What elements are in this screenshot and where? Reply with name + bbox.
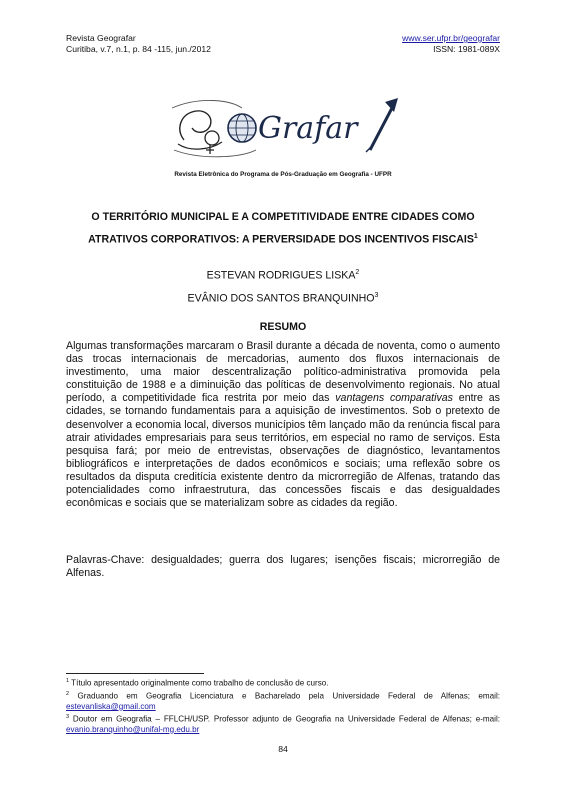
keywords: Palavras-Chave: desigualdades; guerra dos lugares; isenções fiscais; microrregião de Alfenas. xyxy=(66,554,500,580)
journal-citation: Curitiba, v.7, n.1, p. 84 -115, jun./2012 xyxy=(66,44,211,54)
author-2-footnote-mark[interactable]: 3 xyxy=(374,291,379,299)
title-line-1: O TERRITÓRIO MUNICIPAL E A COMPETITIVIDADE ENTRE CIDADES COMO xyxy=(91,211,475,223)
author-list xyxy=(0,263,566,308)
footnote-2-email-link[interactable]: estevanliska@gmail.com xyxy=(66,701,156,711)
title-line-2: ATRATIVOS CORPORATIVOS: A PERVERSIDADE DOS INCENTIVOS FISCAIS$^1$ xyxy=(88,233,478,246)
journal-header xyxy=(66,33,211,55)
article-title xyxy=(66,208,500,250)
journal-header-right xyxy=(402,33,500,55)
journal-issn: ISSN: 1981-089X xyxy=(433,44,500,54)
journal-name: Revista Geografar xyxy=(66,33,136,43)
footnote-3: $^3$ Doutor em Geografia – FFLCH/USP. Professor adjunto de Geografia na Universidade Federal de Alfenas; e-mail: evanio.branquinho@unifal-mg.edu.br xyxy=(66,713,500,734)
footnotes xyxy=(66,676,500,735)
title-footnote-mark[interactable]: 1 xyxy=(473,233,478,240)
author-1-footnote-mark[interactable]: 2 xyxy=(355,269,360,276)
footnote-1: $^1$ Título apresentado originalmente como trabalho de conclusão de curso. xyxy=(66,678,329,688)
geografar-logo xyxy=(170,94,400,164)
abstract-heading: RESUMO xyxy=(259,321,307,333)
footnote-2: $^2$ Graduando em Geografia Licenciatura e Bacharelado pela Universidade Federal de Alfenas; email: estevanliska@gmail.com xyxy=(66,690,500,711)
footnote-divider xyxy=(66,673,204,674)
abstract-text: Algumas transformações marcaram o Brasil durante a década de noventa, como o aumento das trocas internacionais de mercadorias, aumento dos fluxos internacionais de investimento, uma maior descentralização político-administrativa promovida pela constituição de 1988 e a diminuição das políticas de desenvolvimento regionais. No atual período, a competitividade fica restrita por meio das vantagens comparativas entre as cidades, se tornando fundamentais para a aquisição de investimentos. Sob o pretexto de desenvolver a economia local, diversos municípios têm lançado mão da renúncia fiscal para atrair atividades empresariais para seus territórios, em especial no ramo de serviços. Esta pesquisa fará; por meio de entrevistas, observações de diagnóstico, levantamentos bibliográficos e interpretações de dados econômicos e sociais; uma reflexão sobre os resultados da disputa creditícia existente dentro da microrregião de Alfenas, tratando das potencialidades como infraestrutura, das concessões fiscais e das desigualdades econômicas e sociais que se materializam sobre as cidades da região. xyxy=(66,340,500,510)
journal-url-link[interactable]: www.ser.ufpr.br/geografar xyxy=(402,33,500,43)
author-1: ESTEVAN RODRIGUES LISKA$^2$ xyxy=(206,269,360,282)
author-2: EVÂNIO DOS SANTOS BRANQUINHO$^3$ xyxy=(187,291,379,305)
abstract-italic-term: vantagens comparativas xyxy=(335,392,453,405)
footnote-3-email-link[interactable]: evanio.branquinho@unifal-mg.edu.br xyxy=(66,724,200,734)
page-number: 84 xyxy=(278,744,288,754)
journal-subtitle: Revista Eletrônica do Programa de Pós-Graduação em Geografia - UFPR xyxy=(174,171,392,178)
logo-wordmark: Grafar xyxy=(258,111,358,146)
